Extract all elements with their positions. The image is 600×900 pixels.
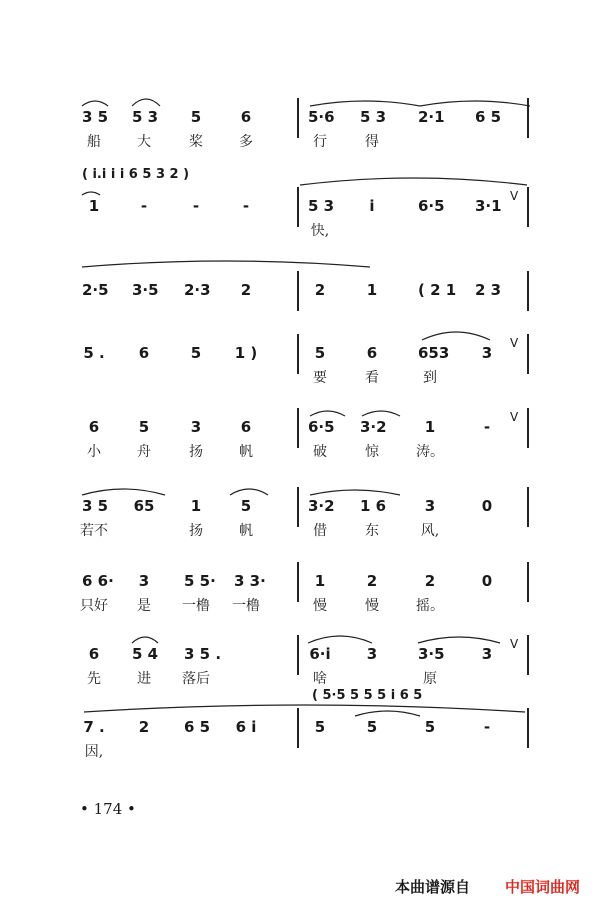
note: 5	[314, 344, 326, 362]
barline	[297, 487, 299, 527]
note: 6	[240, 418, 252, 436]
lyric: 慢	[313, 598, 327, 614]
lyric: 只好	[80, 598, 108, 614]
note: 5·6	[308, 108, 335, 126]
note: 6	[366, 344, 378, 362]
footer-site-name: 中国词曲网	[505, 878, 581, 896]
note: 6·i	[309, 645, 331, 663]
slur	[310, 411, 345, 416]
lyric: 风,	[420, 523, 440, 539]
slur	[362, 411, 400, 416]
lyric: 帆	[239, 444, 253, 460]
end-barline	[527, 334, 529, 374]
lyric: 先	[87, 671, 101, 687]
slur	[82, 101, 108, 106]
note: 3	[481, 344, 493, 362]
note: 3 5	[82, 497, 109, 515]
lyric: 惊	[365, 444, 379, 460]
note: 3	[481, 645, 493, 663]
slur	[422, 332, 490, 340]
note: 65	[133, 497, 155, 515]
note: -	[483, 418, 491, 436]
note: 1 )	[234, 344, 258, 362]
barline	[297, 271, 299, 311]
lyric: 慢	[365, 598, 379, 614]
note: 1	[190, 497, 202, 515]
note: 6·5	[308, 418, 335, 436]
lyric: 到	[423, 370, 437, 386]
slur	[418, 637, 500, 643]
note: 2	[314, 281, 326, 299]
note: 3	[424, 497, 436, 515]
note: 5	[424, 718, 436, 736]
barline	[297, 708, 299, 748]
breath-mark: V	[510, 189, 519, 203]
note: 5 3	[308, 197, 335, 215]
slur	[230, 489, 268, 495]
note: -	[140, 197, 148, 215]
lyric: 多	[239, 134, 253, 150]
note: 7 .	[83, 718, 105, 736]
note: 6 5	[184, 718, 211, 736]
slur	[355, 711, 420, 716]
lyric: 扬	[189, 523, 203, 539]
breath-mark: V	[510, 410, 519, 424]
note: 2	[424, 572, 436, 590]
note: 0	[481, 497, 493, 515]
lyric: 船	[87, 134, 101, 150]
note: -	[483, 718, 491, 736]
end-barline	[527, 187, 529, 227]
breath-mark: V	[510, 336, 519, 350]
note: 5 4	[132, 645, 159, 663]
note: ( 2 1	[418, 281, 457, 299]
end-barline	[527, 708, 529, 748]
note: 5 3	[132, 108, 159, 126]
note: -	[242, 197, 250, 215]
barline	[297, 98, 299, 138]
note: 1	[424, 418, 436, 436]
note: 3·2	[308, 497, 335, 515]
note: 3 5	[82, 108, 109, 126]
lyric: 原	[423, 671, 437, 687]
lyric: 得	[365, 134, 379, 150]
lyric: 进	[137, 671, 151, 687]
lyric: 要	[313, 370, 327, 386]
note: 3·1	[475, 197, 502, 215]
note: 1	[366, 281, 378, 299]
lyric: 行	[313, 134, 327, 150]
lyric: 扬	[189, 444, 203, 460]
note: 3·5	[132, 281, 159, 299]
note: 3·2	[360, 418, 387, 436]
note: 6·5	[418, 197, 445, 215]
note: 2 3	[475, 281, 502, 299]
lyric: 因,	[84, 744, 104, 760]
note: 1 6	[360, 497, 387, 515]
lyric: 东	[365, 523, 379, 539]
note: 2·3	[184, 281, 211, 299]
barline	[297, 562, 299, 602]
footer-source-label: 本曲谱源自	[395, 878, 471, 896]
prelude-notes: ( i.i i i 6 5 3 2 )	[82, 167, 190, 182]
slur	[84, 705, 525, 712]
lyric: 一橹	[182, 598, 210, 614]
note: 5 .	[83, 344, 105, 362]
note: 6	[138, 344, 150, 362]
note: 5 3	[360, 108, 387, 126]
lyric: 借	[313, 523, 327, 539]
lyric: 摇。	[416, 598, 444, 614]
lyric: 啥	[313, 671, 327, 687]
barline	[297, 635, 299, 675]
page-number: • 174 •	[80, 800, 136, 818]
barline	[297, 408, 299, 448]
slur	[308, 636, 372, 643]
slur	[132, 637, 158, 643]
note: 6	[88, 418, 100, 436]
lyric: 涛。	[416, 444, 444, 460]
note: 5	[138, 418, 150, 436]
prelude-notes: ( 5·5 5 5 5 i 6 5	[312, 688, 423, 703]
note: 2	[366, 572, 378, 590]
end-barline	[527, 408, 529, 448]
note: 5	[190, 108, 202, 126]
note: 6 i	[235, 718, 257, 736]
note: 2	[240, 281, 252, 299]
note: 0	[481, 572, 493, 590]
lyric: 破	[313, 444, 327, 460]
lyric: 是	[137, 598, 151, 614]
slur	[82, 489, 165, 495]
slur	[132, 99, 160, 106]
note: i	[369, 197, 375, 215]
slur	[82, 261, 370, 267]
lyric: 小	[87, 444, 101, 460]
lyric: 桨	[189, 134, 203, 150]
note: 3	[366, 645, 378, 663]
lyric: 大	[137, 134, 151, 150]
lyric: 看	[365, 370, 379, 386]
note: 5	[240, 497, 252, 515]
note: 653	[418, 344, 450, 362]
note: 3·5	[418, 645, 445, 663]
slur	[82, 192, 100, 195]
note: 5 5·	[184, 572, 216, 590]
note: -	[192, 197, 200, 215]
breath-mark: V	[510, 637, 519, 651]
note: 2·1	[418, 108, 445, 126]
slur	[420, 101, 530, 106]
note: 1	[314, 572, 326, 590]
end-barline	[527, 98, 529, 138]
note: 3	[138, 572, 150, 590]
lyric: 快,	[310, 223, 330, 239]
note: 3	[190, 418, 202, 436]
end-barline	[527, 635, 529, 675]
note: 2·5	[82, 281, 109, 299]
note: 6	[240, 108, 252, 126]
note: 5	[314, 718, 326, 736]
note: 3 3·	[234, 572, 266, 590]
note: 6	[88, 645, 100, 663]
note: 5	[190, 344, 202, 362]
lyric: 若不	[80, 523, 108, 539]
lyric: 落后	[182, 671, 210, 687]
note: 3 5 .	[184, 645, 222, 663]
note: 1	[88, 197, 100, 215]
slur	[310, 101, 420, 106]
end-barline	[527, 487, 529, 527]
note: 5	[366, 718, 378, 736]
note: 6 6·	[82, 572, 114, 590]
end-barline	[527, 562, 529, 602]
end-barline	[527, 271, 529, 311]
note: 2	[138, 718, 150, 736]
lyric: 舟	[137, 444, 151, 460]
barline	[297, 334, 299, 374]
slur	[310, 490, 400, 495]
lyric: 帆	[239, 523, 253, 539]
barline	[297, 187, 299, 227]
slur	[300, 178, 527, 185]
lyric: 一橹	[232, 598, 260, 614]
note: 6 5	[475, 108, 502, 126]
